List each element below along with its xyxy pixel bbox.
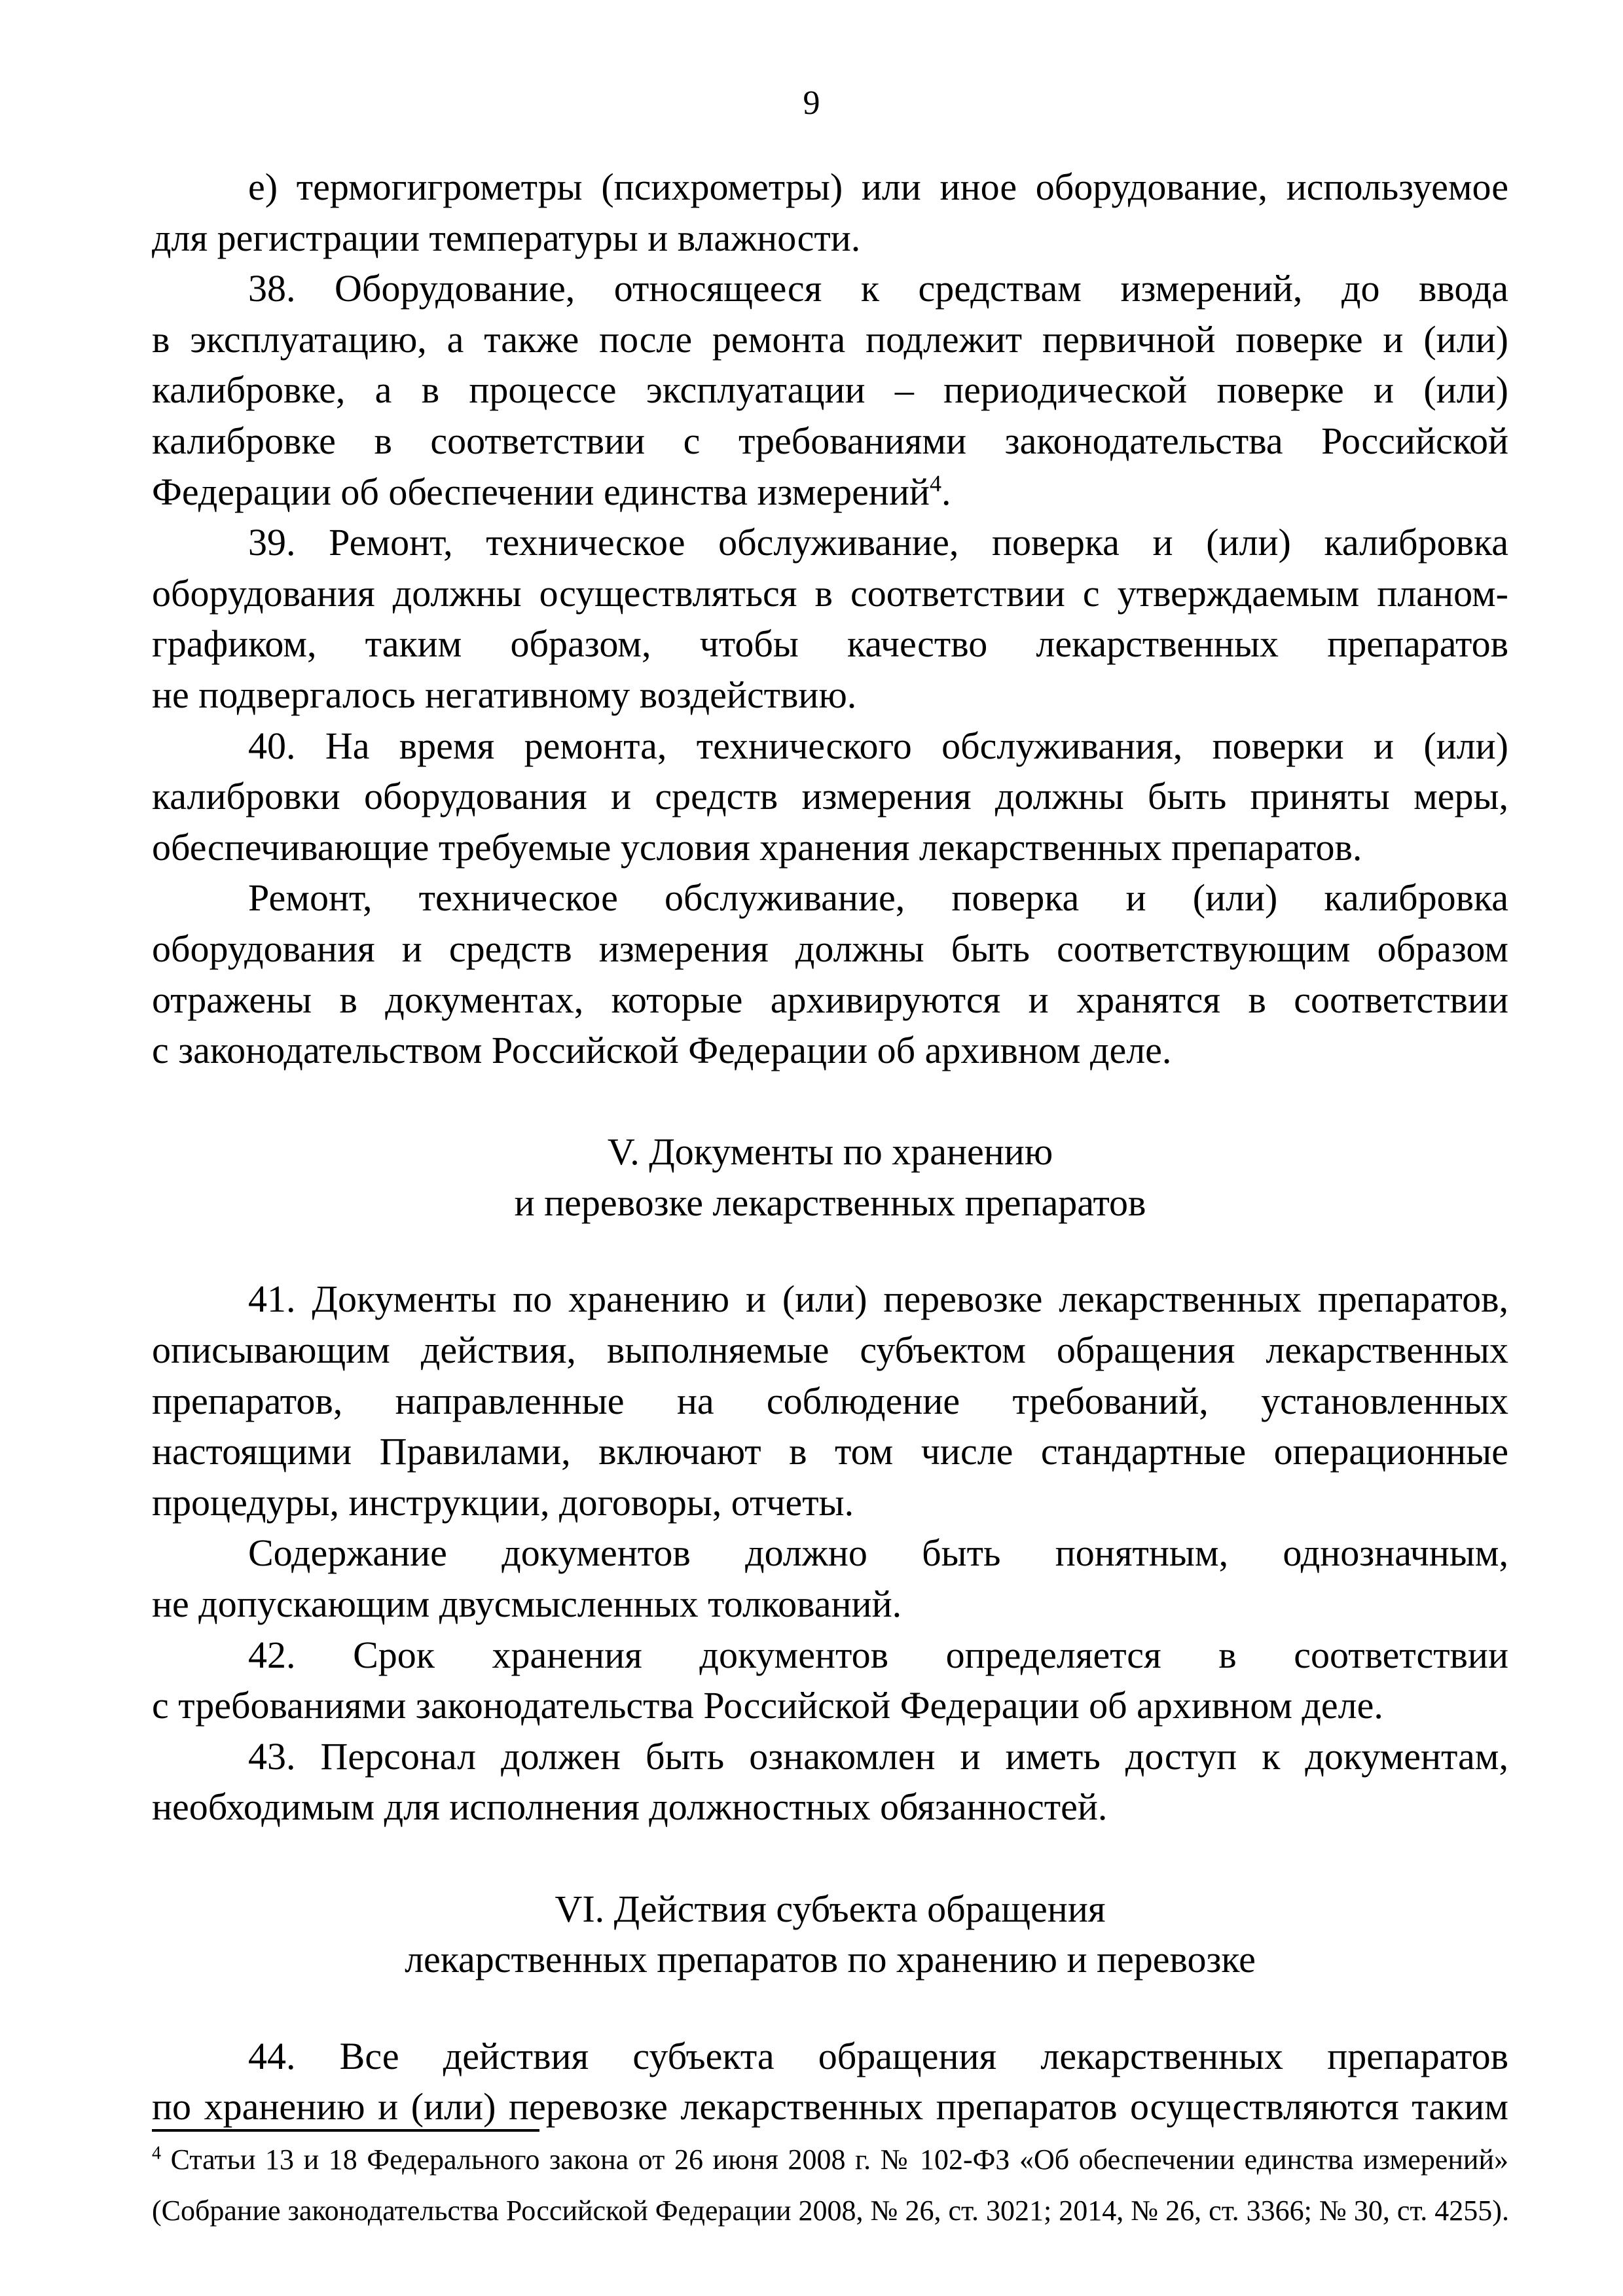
line-text: отражены в документах, которые архивируются и хранятся в соответствии xyxy=(152,978,1508,1021)
line-text: 43. Персонал должен быть ознакомлен и иметь доступ к документам, xyxy=(248,1734,1508,1778)
text-line xyxy=(152,2031,1508,2082)
text-line xyxy=(152,568,1508,619)
text-line xyxy=(152,1731,1508,1782)
paragraph xyxy=(152,517,1508,720)
line-text: 38. Оборудование, относящееся к средствам измерений, до ввода xyxy=(248,267,1508,310)
punctuation: . xyxy=(941,470,951,513)
text-line xyxy=(152,1528,1508,1579)
line-text: VI. Действия субъекта обращения xyxy=(555,1887,1106,1930)
footnote-text: (Собрание законодательства Российской Федерации 2008, № 26, ст. 3021; 2014, № 26, ст. 3366; № 30, ст. 4255). xyxy=(152,2194,1509,2227)
spacer xyxy=(152,1228,1508,1274)
line-text: 41. Документы по хранению и (или) перевозке лекарственных препаратов, xyxy=(248,1278,1508,1321)
text-line xyxy=(152,619,1508,670)
line-text: для регистрации температуры и влажности. xyxy=(152,216,861,259)
paragraph xyxy=(152,1630,1508,1731)
line-text: в эксплуатацию, а также после ремонта подлежит первичной поверке и (или) xyxy=(152,317,1508,361)
text-line xyxy=(152,365,1508,416)
footnote xyxy=(152,2142,1508,2244)
paragraph xyxy=(152,721,1508,873)
footnote-line xyxy=(152,2142,1508,2193)
paragraph xyxy=(152,263,1508,517)
section-heading xyxy=(152,1126,1508,1228)
heading-line xyxy=(152,1177,1508,1229)
text-line xyxy=(152,467,1508,518)
line-text: с законодательством Российской Федерации об архивном деле. xyxy=(152,1029,1172,1072)
line-text: V. Документы по хранению xyxy=(607,1130,1053,1174)
line-text: оборудования и средств измерения должны быть соответствующим образом xyxy=(152,927,1508,970)
text-line xyxy=(152,1630,1508,1681)
line-text: по хранению и (или) перевозке лекарственных препаратов осуществляются таким xyxy=(152,2085,1508,2128)
line-text: описывающим действия, выполняемые субъектом обращения лекарственных xyxy=(152,1329,1508,1372)
text-line xyxy=(152,2081,1508,2132)
paragraph xyxy=(152,872,1508,1075)
line-text: не подвергалось негативному воздействию. xyxy=(152,673,857,716)
text-line xyxy=(152,314,1508,365)
document-body xyxy=(152,162,1508,2132)
text-line xyxy=(152,517,1508,568)
text-line xyxy=(152,1782,1508,1833)
heading-line xyxy=(152,1934,1508,1985)
text-line xyxy=(152,822,1508,873)
page-number: 9 xyxy=(803,84,820,122)
text-line xyxy=(152,924,1508,975)
text-line xyxy=(152,1025,1508,1076)
paragraph xyxy=(152,1528,1508,1629)
line-text: калибровки оборудования и средств измерения должны быть приняты меры, xyxy=(152,775,1508,818)
line-text: не допускающим двусмысленных толкований. xyxy=(152,1583,902,1626)
text-line xyxy=(152,213,1508,264)
heading-line xyxy=(152,1126,1508,1177)
text-line xyxy=(152,1579,1508,1630)
text-line xyxy=(152,416,1508,467)
text-line xyxy=(152,721,1508,772)
text-line xyxy=(152,1477,1508,1528)
line-text: е) термогигрометры (психрометры) или иное оборудование, используемое xyxy=(248,166,1508,208)
line-text: с требованиями законодательства Российской Федерации об архивном деле. xyxy=(152,1684,1383,1727)
paragraph xyxy=(152,162,1508,263)
spacer xyxy=(152,1076,1508,1127)
text-line xyxy=(152,1376,1508,1427)
paragraph xyxy=(152,2031,1508,2132)
paragraph xyxy=(152,1274,1508,1528)
line-text: обеспечивающие требуемые условия хранения лекарственных препаратов. xyxy=(152,825,1362,869)
line-text: 42. Срок хранения документов определяется в соответствии xyxy=(248,1633,1508,1676)
line-text: настоящими Правилами, включают в том числе стандартные операционные xyxy=(152,1430,1508,1473)
footnote-divider xyxy=(152,2129,539,2132)
text-line xyxy=(152,872,1508,924)
text-line xyxy=(152,1426,1508,1477)
line-text: необходимым для исполнения должностных обязанностей. xyxy=(152,1785,1108,1829)
line-text: лекарственных препаратов по хранению и перевозке xyxy=(405,1938,1256,1981)
text-line xyxy=(152,1325,1508,1376)
line-text: 39. Ремонт, техническое обслуживание, поверка и (или) калибровка xyxy=(248,521,1508,564)
line-text: Содержание документов должно быть понятным, однозначным, xyxy=(248,1532,1508,1575)
text-line xyxy=(152,263,1508,314)
text-line xyxy=(152,1680,1508,1731)
footnote-line xyxy=(152,2193,1508,2244)
line-text: процедуры, инструкции, договоры, отчеты. xyxy=(152,1480,854,1524)
line-text: и перевозке лекарственных препаратов xyxy=(514,1181,1146,1224)
line-text: Ремонт, техническое обслуживание, поверка и (или) калибровка xyxy=(248,876,1508,920)
footnote-reference: 4 xyxy=(929,470,941,497)
line-text: оборудования должны осуществляться в соответствии с утверждаемым планом- xyxy=(152,571,1508,615)
heading-line xyxy=(152,1884,1508,1935)
spacer xyxy=(152,1833,1508,1884)
paragraph xyxy=(152,1731,1508,1833)
line-text: Федерации об обеспечении единства измерений xyxy=(152,470,930,513)
text-line xyxy=(152,1274,1508,1325)
footnote-marker: 4 xyxy=(152,2143,161,2164)
text-line xyxy=(152,670,1508,721)
text-line xyxy=(152,975,1508,1026)
text-line xyxy=(152,162,1508,213)
line-text: препаратов, направленные на соблюдение требований, установленных xyxy=(152,1379,1508,1422)
section-heading xyxy=(152,1884,1508,1985)
line-text: калибровке, а в процессе эксплуатации – периодической поверке и (или) xyxy=(152,368,1508,412)
line-text: калибровке в соответствии с требованиями законодательства Российской xyxy=(152,419,1508,462)
line-text: 44. Все действия субъекта обращения лекарственных препаратов xyxy=(248,2034,1508,2077)
line-text: 40. На время ремонта, технического обслуживания, поверки и (или) xyxy=(248,724,1508,767)
spacer xyxy=(152,1985,1508,2031)
footnote-text: Статьи 13 и 18 Федерального закона от 26 июня 2008 г. № 102-ФЗ «Об обеспечении единства измерений» xyxy=(170,2144,1508,2176)
text-line xyxy=(152,771,1508,822)
line-text: графиком, таким образом, чтобы качество лекарственных препаратов xyxy=(152,622,1508,666)
